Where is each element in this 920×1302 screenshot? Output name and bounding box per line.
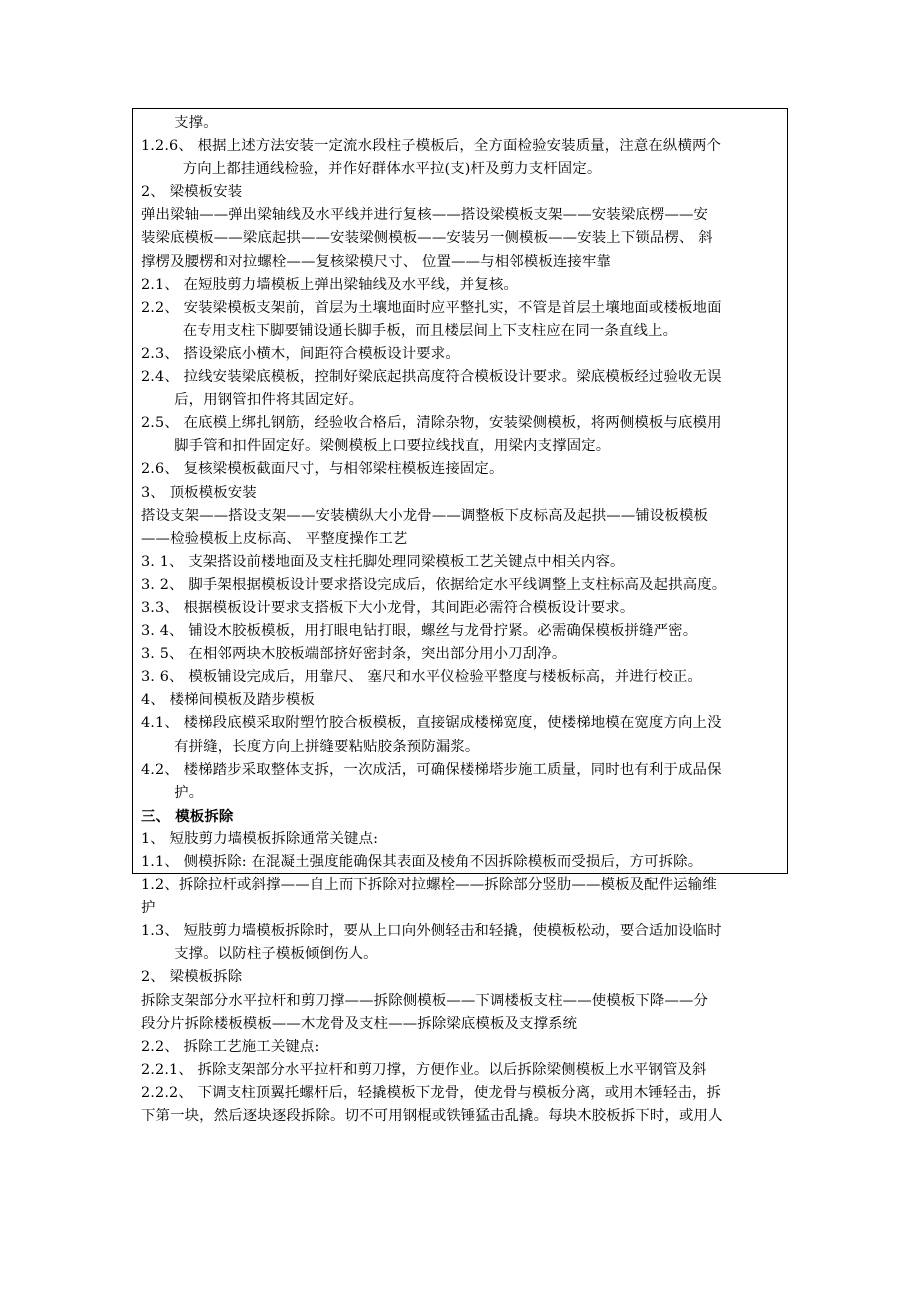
text-line: 在专用支柱下脚要铺设通长脚手板，而且楼层间上下支柱应在同一条直线上。 xyxy=(182,322,678,339)
text-line: 撑楞及腰楞和对拉螺栓——复核梁模尺寸、 位置——与相邻模板连接牢靠 xyxy=(141,253,612,270)
text-line: 3. 1、 支架搭设前楼地面及支柱托脚处理同梁模板工艺关键点中相关内容。 xyxy=(141,553,625,570)
text-line: 2.5、 在底模上绑扎钢筋，经验收合格后，清除杂物，安装梁侧模板，将两侧模板与底模用 xyxy=(141,415,722,432)
text-line: 段分片拆除楼板模板——木龙骨及支柱——拆除梁底模板及支撑系统 xyxy=(141,1015,578,1032)
text-line: 4、 楼梯间模板及踏步模板 xyxy=(141,692,315,709)
text-line: 护。 xyxy=(174,784,204,801)
text-line: 4.2、 楼梯踏步采取整体支拆，一次成活，可确保楼梯塔步施工质量，同时也有利于成品保 xyxy=(141,761,722,778)
text-line: 2、 梁模板安装 xyxy=(141,184,243,201)
text-line: 1.3、 短肢剪力墙模板拆除时，要从上口向外侧轻击和轻撬，使模板松动，要合适加设临时 xyxy=(141,923,722,940)
text-line: 方向上都挂通线检验，并作好群体水平拉(支)杆及剪力支杆固定。 xyxy=(182,161,602,178)
text-line: 下第一块，然后逐块逐段拆除。切不可用钢棍或铁锤猛击乱撬。每块木胶板拆下时，或用人 xyxy=(141,1108,723,1125)
text-line: 1、 短肢剪力墙模板拆除通常关键点: xyxy=(141,830,379,847)
text-line: 1.1、 侧模拆除: 在混凝土强度能确保其表面及棱角不因拆除模板而受损后，方可拆除。 xyxy=(141,854,703,870)
text-line: 3、 顶板模板安装 xyxy=(141,484,257,501)
text-line: 支撑。 xyxy=(174,115,218,131)
section-heading: 三、 模板拆除 xyxy=(141,807,234,825)
text-line: 2.2.1、 拆除支架部分水平拉杆和剪刀撑，方便作业。以后拆除梁侧模板上水平钢管及斜 xyxy=(141,1061,707,1078)
text-line: 2.3、 搭设梁底小横木，间距符合模板设计要求。 xyxy=(141,345,460,362)
text-line: ——检验模板上皮标高、 平整度操作工艺 xyxy=(141,530,408,547)
text-line: 2.2、 安装梁模板支架前，首层为土壤地面时应平整扎实，不管是首层土壤地面或楼板地面 xyxy=(141,299,722,316)
text-line: 2.1、 在短肢剪力墙模板上弹出梁轴线及水平线，并复核。 xyxy=(141,276,519,293)
text-line: 拆除支架部分水平拉杆和剪刀撑——拆除侧模板——下调楼板支柱——使模板下降——分 xyxy=(141,992,709,1009)
text-line: 后，用钢管扣件将其固定好。 xyxy=(174,392,364,409)
text-line: 2、 梁模板拆除 xyxy=(141,969,243,986)
text-line: 脚手管和扣件固定好。梁侧模板上口要拉线找直，用梁内支撑固定。 xyxy=(174,438,611,455)
text-line: 2.4、 拉线安装梁底模板，控制好梁底起拱高度符合模板设计要求。梁底模板经过验收无误 xyxy=(141,369,722,386)
text-line: 2.6、 复核梁模板截面尺寸，与相邻梁柱模板连接固定。 xyxy=(141,461,504,478)
text-line: 3. 6、 模板铺设完成后，用靠尺、 塞尺和水平仪检验平整度与楼板标高，并进行校正。 xyxy=(141,669,702,686)
text-line: 护 xyxy=(141,900,156,917)
text-line: 2.2、 拆除工艺施工关键点: xyxy=(141,1038,320,1055)
text-line: 有拼缝，长度方向上拼缝要粘贴胶条预防漏浆。 xyxy=(174,738,480,755)
text-line: 1.2.6、 根据上述方法安装一定流水段柱子模板后，全方面检验安装质量，注意在纵横两个 xyxy=(141,138,722,155)
text-line: 支撑。以防柱子模板倾倒伤人。 xyxy=(174,946,378,963)
text-line: 3. 2、 脚手架根据模板设计要求搭设完成后，依据给定水平线调整上支柱标高及起拱高度。 xyxy=(141,576,727,593)
text-line: 3.3、 根据模板设计要求支搭板下大小龙骨，其间距必需符合模板设计要求。 xyxy=(141,599,635,616)
text-line: 4.1、 楼梯段底模采取附塑竹胶合板模板，直接锯成楼梯宽度，使楼梯地模在宽度方向上没 xyxy=(141,715,722,732)
text-line: 3. 5、 在相邻两块木胶板端部挤好密封条，突出部分用小刀刮净。 xyxy=(141,646,567,663)
text-line: 弹出梁轴——弹出梁轴线及水平线并进行复核——搭设梁模板支架——安装梁底楞——安 xyxy=(141,207,709,224)
text-line: 装梁底模板——梁底起拱——安装梁侧模板——安装另一侧模板——安装上下锁品楞、 斜 xyxy=(141,230,713,247)
text-line: 3. 4、 铺设木胶板模板，用打眼电钻打眼，螺丝与龙骨拧紧。必需确保模板拼缝严密。 xyxy=(141,623,698,640)
text-line: 搭设支架——搭设支架——安装横纵大小龙骨——调整板下皮标高及起拱——铺设板模板 xyxy=(141,507,709,524)
text-line: 1.2、拆除拉杆或斜撑——自上而下拆除对拉螺栓——拆除部分竖肋——模板及配件运输维 xyxy=(141,877,717,894)
text-line: 2.2.2、 下调支柱顶翼托螺杆后，轻撬模板下龙骨，使龙骨与模板分离，或用木锤轻击，拆 xyxy=(141,1084,722,1101)
document-body xyxy=(141,112,791,1128)
